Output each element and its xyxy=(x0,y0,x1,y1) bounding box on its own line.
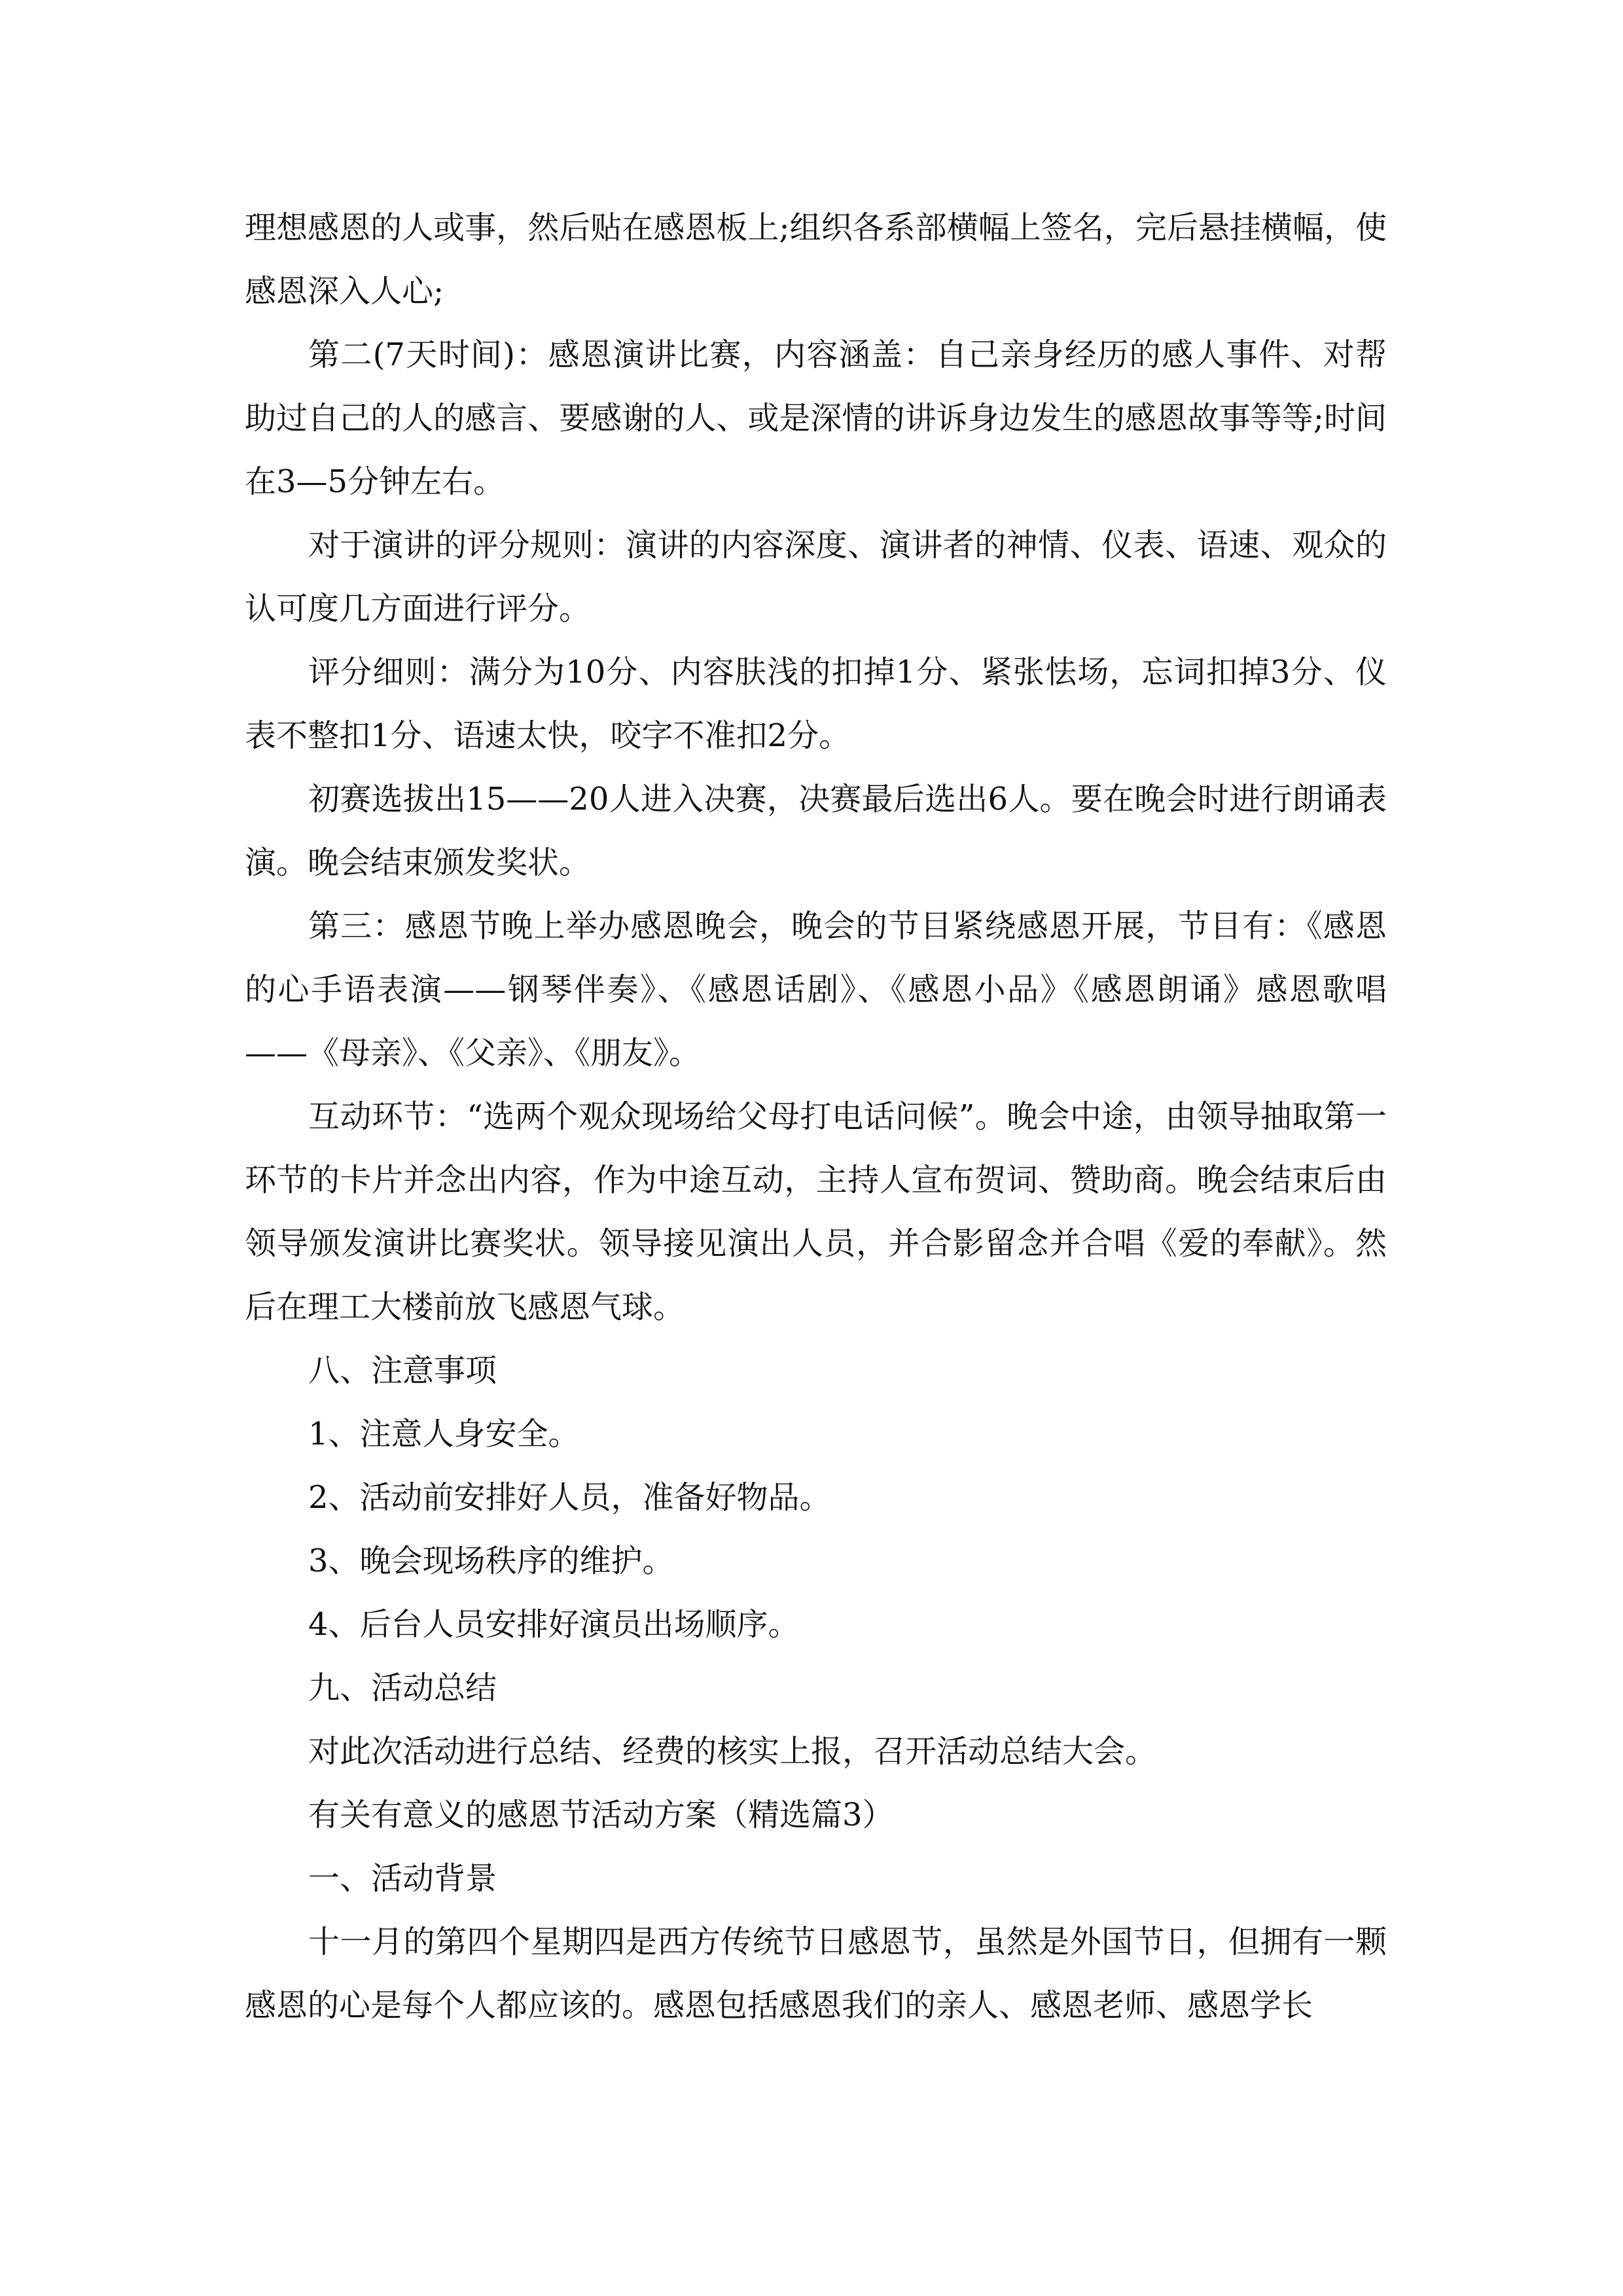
paragraph-summary: 对此次活动进行总结、经费的核实上报，召开活动总结大会。 xyxy=(308,1733,1157,1770)
heading-notes: 八、注意事项 xyxy=(308,1352,497,1389)
paragraph-selection: 初赛选拔出15——20人进入决赛，决赛最后选出6人。要在晚会时进行朗诵表演。晚会结束颁发奖状。 xyxy=(245,781,1387,881)
list-item-note-3: 3、晚会现场秩序的维护。 xyxy=(308,1543,674,1579)
paragraph-scoring-rules: 对于演讲的评分规则：演讲的内容深度、演讲者的神情、仪表、语速、观众的认可度几方面进行评分。 xyxy=(245,527,1387,627)
paragraph-evening-gala: 第三：感恩节晚上举办感恩晚会，晚会的节目紧绕感恩开展，节目有：《感恩的心手语表演——钢琴伴奏》、《感恩话剧》、《感恩小品》《感恩朗诵》感恩歌唱——《母亲》、《父亲》、《朋友》。 xyxy=(245,908,1387,1071)
paragraph-scoring-details: 评分细则：满分为10分、内容肤浅的扣掉1分、紧张怯场，忘词扣掉3分、仪表不整扣1分、语速太快，咬字不准扣2分。 xyxy=(245,654,1387,754)
section-title: 有关有意义的感恩节活动方案（精选篇3） xyxy=(308,1797,894,1833)
list-item-note-4: 4、后台人员安排好演员出场顺序。 xyxy=(308,1606,800,1643)
paragraph-continuation: 理想感恩的人或事，然后贴在感恩板上;组织各系部横幅上签名，完后悬挂横幅，使感恩深入人心; xyxy=(245,209,1387,310)
list-item-note-1: 1、注意人身安全。 xyxy=(308,1416,580,1452)
heading-background: 一、活动背景 xyxy=(308,1860,497,1897)
list-item-note-2: 2、活动前安排好人员，准备好物品。 xyxy=(308,1479,831,1516)
paragraph-speech-contest: 第二(7天时间)：感恩演讲比赛，内容涵盖：自己亲身经历的感人事件、对帮助过自己的人的感言、要感谢的人、或是深情的讲诉身边发生的感恩故事等等;时间在3—5分钟左右。 xyxy=(245,336,1387,500)
paragraph-background: 十一月的第四个星期四是西方传统节日感恩节，虽然是外国节日，但拥有一颗感恩的心是每个人都应该的。感恩包括感恩我们的亲人、感恩老师、感恩学长 xyxy=(245,1924,1387,2024)
paragraph-interaction: 互动环节：“选两个观众现场给父母打电话问候”。晚会中途，由领导抽取第一环节的卡片并念出内容，作为中途互动，主持人宣布贺词、赞助商。晚会结束后由领导颁发演讲比赛奖状。领导接见演出人员，并合影留念并合唱《爱的奉献》。然后在理工大楼前放飞感恩气球。 xyxy=(245,1098,1387,1325)
document-body xyxy=(245,196,1387,2037)
heading-summary: 九、活动总结 xyxy=(308,1670,497,1706)
